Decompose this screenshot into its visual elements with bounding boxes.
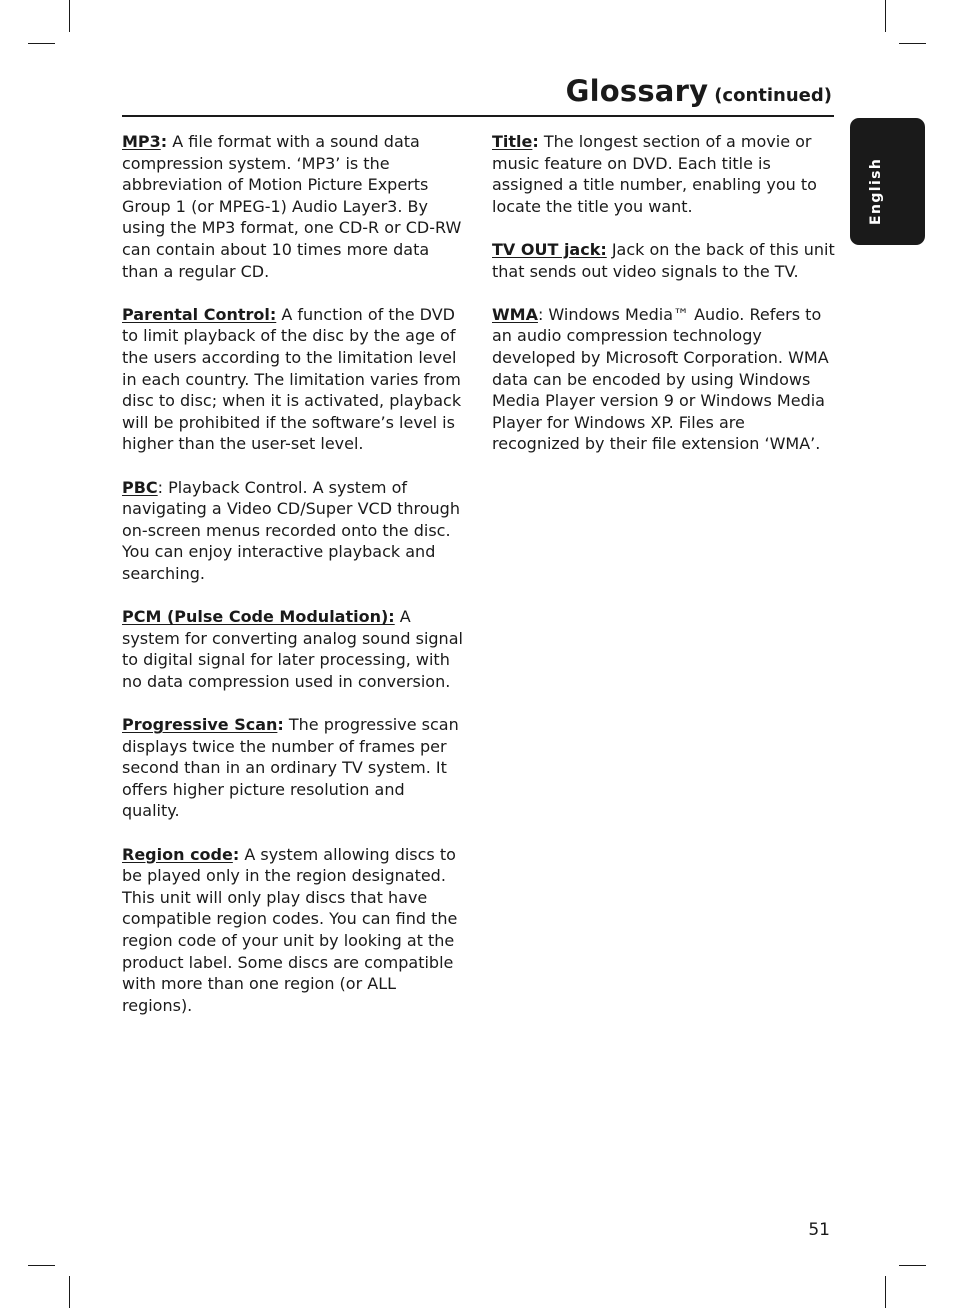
crop-mark — [69, 1276, 70, 1308]
glossary-entry — [122, 477, 467, 585]
glossary-term-separator: : — [157, 477, 164, 497]
language-tab-label: English — [868, 157, 884, 225]
page-header — [122, 74, 832, 108]
glossary-definition: A system for converting analog sound signal to digital signal for later processing, with no data compression used in conversion. — [122, 607, 463, 691]
glossary-term-separator: : — [532, 132, 539, 151]
crop-mark — [899, 43, 926, 44]
page-number: 51 — [808, 1220, 830, 1240]
glossary-definition: Jack on the back of this unit that sends out video signals to the TV. — [492, 239, 835, 281]
glossary-term-separator: : — [160, 132, 168, 151]
header-rule — [122, 115, 834, 117]
glossary-term: Region code — [122, 844, 233, 864]
crop-mark — [28, 43, 55, 44]
glossary-entry — [122, 714, 467, 822]
crop-mark — [28, 1265, 55, 1266]
glossary-term-separator: : — [277, 715, 284, 735]
glossary-entry — [122, 844, 467, 1017]
glossary-entry — [492, 131, 837, 217]
glossary-definition: Windows Media™ Audio. Refers to an audio compression technology developed by Microsoft Corporation. WMA data can be encoded by using Windows Media Player version 9 or Windows Media Player for Windows XP. Files are recognized by their file extension ‘WMA’. — [492, 304, 829, 454]
glossary-term: TV OUT jack: — [492, 239, 607, 259]
glossary-definition: Playback Control. A system of navigating a Video CD/Super VCD through on-screen menus recorded onto the disc. You can enjoy interactive playback and searching. — [122, 477, 460, 583]
crop-mark — [69, 0, 70, 32]
glossary-definition: A function of the DVD to limit playback of the disc by the age of the users according to the limitation level in each country. The limitation varies from disc to disc; when it is activated, playback will be prohibited if the software’s level is higher than the user-set level. — [122, 304, 462, 454]
glossary-definition: A file format with a sound data compression system. ‘MP3’ is the abbreviation of Motion Picture Experts Group 1 (or MPEG-1) Audio Layer3. By using the MP3 format, one CD-R or CD-RW can contain about 10 times more data than a regular CD. — [122, 132, 462, 281]
glossary-term: PBC — [122, 477, 158, 497]
crop-mark — [899, 1265, 926, 1266]
crop-mark — [885, 1276, 886, 1308]
glossary-term-separator: : — [232, 844, 240, 864]
glossary-term-separator: : — [537, 304, 544, 324]
glossary-term: Parental Control: — [122, 304, 277, 324]
glossary-entry — [122, 131, 467, 282]
glossary-definition: The progressive scan displays twice the number of frames per second than in an ordinary TV system. It offers higher picture resolution and quality. — [122, 715, 459, 821]
glossary-term: Progressive Scan — [122, 715, 278, 735]
page-title: Glossary — [565, 74, 709, 108]
glossary-entry — [492, 239, 837, 282]
glossary-left-column — [122, 131, 467, 1038]
glossary-term: MP3 — [122, 132, 161, 151]
glossary-definition: A system allowing discs to be played only in the region designated. This unit will only play discs that have compatible region codes. You can find the region code of your unit by looking at the product label. Some discs are compatible with more than one region (or ALL regions). — [122, 844, 458, 1015]
glossary-entry — [122, 606, 467, 692]
language-tab — [850, 118, 925, 245]
glossary-entry — [122, 304, 467, 455]
glossary-right-column — [492, 131, 837, 477]
glossary-definition: The longest section of a movie or music feature on DVD. Each title is assigned a title number, enabling you to locate the title you want. — [492, 132, 817, 216]
glossary-term: Title — [492, 132, 533, 151]
crop-mark — [885, 0, 886, 32]
glossary-term: PCM (Pulse Code Modulation): — [122, 607, 395, 627]
page-subtitle: (continued) — [714, 85, 832, 106]
glossary-term: WMA — [492, 304, 538, 324]
glossary-entry — [492, 304, 837, 455]
